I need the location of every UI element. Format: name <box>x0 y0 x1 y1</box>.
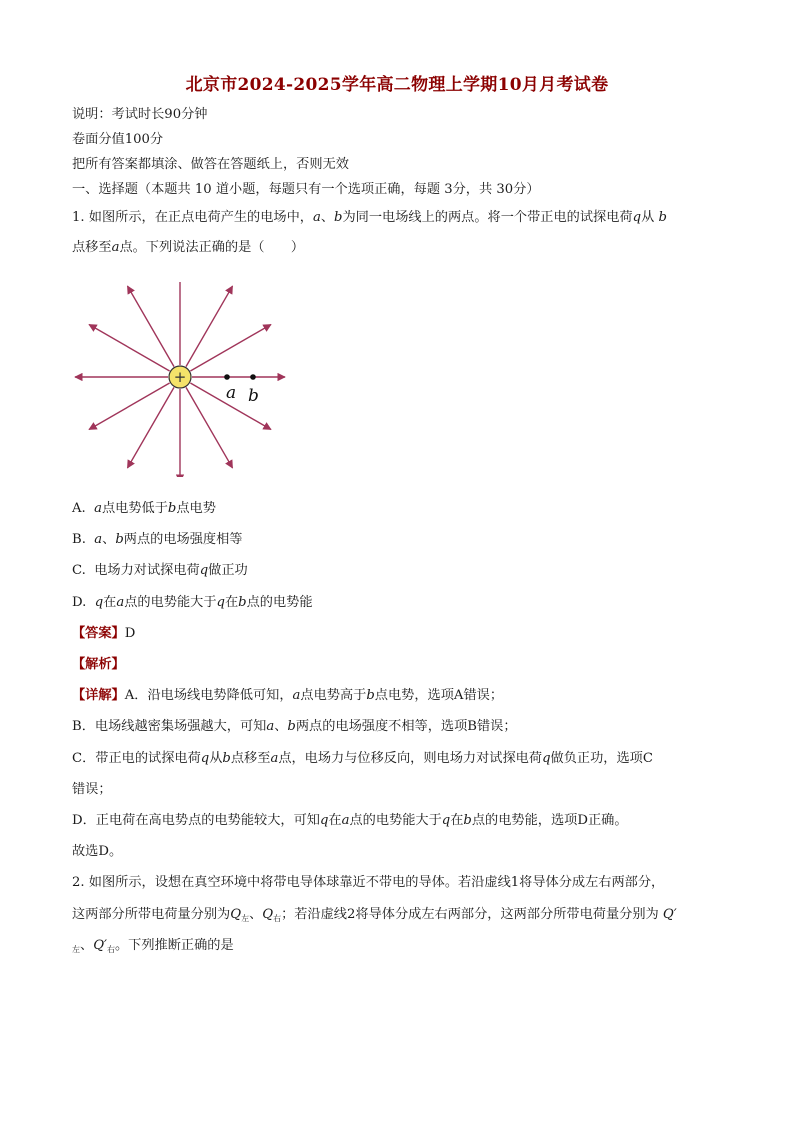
option-letter: B. <box>72 532 86 547</box>
option-text: 点的电势能大于 <box>124 595 217 610</box>
explain-text: 做负正功，选项C <box>550 751 653 766</box>
explain-text: a <box>266 719 275 734</box>
note-score: 卷面分值100分 <box>72 132 164 147</box>
q1-text: 从 <box>641 210 655 225</box>
q2-text: ；若沿虚线2将导体分成左右两部分，这两部分所带电荷量分别为 <box>281 907 659 922</box>
explain-text: b <box>463 813 472 828</box>
explain-text: D．正电荷在高电势点的电势能较大，可知 <box>72 813 320 828</box>
option-text: a <box>116 595 125 610</box>
field-line-arrow <box>89 383 170 430</box>
q1-sep: 、 <box>320 210 335 225</box>
option-text: 、 <box>102 532 116 547</box>
explain-text: A．沿电场线电势降低可知， <box>124 688 293 703</box>
q1-stem-line1 <box>72 209 667 227</box>
q1-option-d[interactable] <box>72 594 313 612</box>
q2-sub: 右 <box>273 914 282 923</box>
page-title: 北京市2024-2025学年高二物理上学期10月月考试卷 <box>185 75 609 95</box>
option-text: a <box>94 532 103 547</box>
option-letter: D. <box>72 595 87 610</box>
q1-option-a[interactable] <box>72 500 216 518</box>
explain-text: B．电场线越密集场强越大，可知 <box>72 719 267 734</box>
q2-sub: 左 <box>72 945 80 954</box>
note-duration: 说明：考试时长90分钟 <box>72 107 208 122</box>
explain-text: 在 <box>450 813 464 828</box>
q2-var-Qprime: Q′ <box>93 938 107 953</box>
option-text: q <box>199 563 209 578</box>
explain-text: b <box>287 719 296 734</box>
explain-text: C．带正电的试探电荷 <box>72 751 201 766</box>
option-text: 两点的电场强度相等 <box>123 532 243 547</box>
conclusion: 故选D。 <box>72 844 123 859</box>
explain-d <box>72 812 628 830</box>
q1-var-a: a <box>111 240 120 255</box>
option-letter: C. <box>72 563 86 578</box>
explain-b <box>72 718 517 736</box>
electric-field-figure <box>70 282 290 477</box>
field-line-arrow <box>89 325 170 372</box>
explain-text: 点，电场力与位移反向，则电场力对试探电荷 <box>278 751 543 766</box>
q2-text: 、 <box>249 907 263 922</box>
explain-a <box>72 687 503 705</box>
explain-text: 点电势，选项A错误； <box>374 688 504 703</box>
option-text: 电场力对试探电荷 <box>94 563 200 578</box>
analysis-tag: 【解析】 <box>72 657 125 672</box>
explain-text: 点的电势能大于 <box>349 813 442 828</box>
point-a <box>224 374 230 380</box>
q2-text: 、 <box>80 938 94 953</box>
plus-sign: + <box>173 368 187 386</box>
q2-stem-line2 <box>72 906 677 928</box>
explain-text: q <box>319 813 329 828</box>
option-text: 在 <box>103 595 117 610</box>
field-line-arrow <box>190 325 271 372</box>
explain-text: q <box>200 751 210 766</box>
field-line-arrow <box>128 387 175 468</box>
q1-var-q: q <box>632 210 642 225</box>
explain-text: q <box>441 813 451 828</box>
explain-text: 、 <box>274 719 288 734</box>
answer-tag: 【答案】 <box>72 626 125 641</box>
option-text: a <box>94 501 102 516</box>
explain-c-cont: 错误； <box>72 782 112 797</box>
explain-text: 点电势高于 <box>300 688 367 703</box>
explain-text: 点的电势能，选项D正确。 <box>471 813 628 828</box>
q2-stem-line1: 2. 如图所示，设想在真空环境中将带电导体球靠近不带电的导体。若沿虚线1将导体分成左右两部分， <box>72 875 665 890</box>
q2-var-Q: Q <box>262 907 274 922</box>
option-text: 点的电势能 <box>246 595 313 610</box>
field-line-arrow <box>186 286 233 367</box>
explain-text: q <box>542 751 551 766</box>
q2-var-Q: Q <box>230 907 242 922</box>
field-line-arrow <box>128 286 175 367</box>
option-text: 点电势 <box>176 501 216 516</box>
explain-text: a <box>270 751 279 766</box>
explain-c <box>72 750 653 768</box>
analysis-line <box>72 656 125 674</box>
option-text: b <box>238 595 247 610</box>
q1-text: 为同一电场线上的两点。将一个带正电的试探电荷 <box>342 210 633 225</box>
option-text: b <box>115 532 124 547</box>
explain-text: a <box>341 813 350 828</box>
q2-sub: 右 <box>107 945 115 954</box>
explain-text: 从 <box>209 751 223 766</box>
note-instruction: 把所有答案都填涂、做答在答题纸上，否则无效 <box>72 157 349 172</box>
label-b: b <box>248 386 259 406</box>
q1-var-b: b <box>658 210 667 225</box>
q1-text: 点移至 <box>72 240 112 255</box>
q2-sub: 左 <box>241 914 250 923</box>
q1-var-b: b <box>334 210 343 225</box>
explain-text: b <box>366 688 375 703</box>
option-text: b <box>167 501 177 516</box>
option-text: 点电势低于 <box>101 501 168 516</box>
option-text: 做正功 <box>208 563 248 578</box>
detail-tag: 【详解】 <box>72 688 125 703</box>
explain-text: 在 <box>328 813 342 828</box>
label-a: a <box>226 383 237 403</box>
q1-option-b[interactable] <box>72 531 242 549</box>
section-heading: 一、选择题（本题共 10 道小题，每题只有一个选项正确，每题 3分，共 30分） <box>72 182 540 197</box>
q2-text: 这两部分所带电荷量分别为 <box>72 907 231 922</box>
option-letter: A. <box>72 501 86 516</box>
option-text: q <box>94 595 104 610</box>
explain-text: a <box>292 688 301 703</box>
explain-text: b <box>222 751 231 766</box>
q1-stem-line2 <box>72 239 304 257</box>
explain-text: 点移至 <box>230 751 271 766</box>
explain-text: 两点的电场强度不相等，选项B错误； <box>295 719 517 734</box>
q2-var-Qprime: Q′ <box>662 907 677 922</box>
q2-text: 。下列推断正确的是 <box>115 938 234 953</box>
q2-stem-line3 <box>72 937 234 959</box>
q1-option-c[interactable] <box>72 562 248 580</box>
answer-line <box>72 625 135 643</box>
answer-value: D <box>124 626 136 641</box>
q1-var-a: a <box>312 210 321 225</box>
option-text: 在 <box>224 595 239 610</box>
option-text: q <box>216 595 225 610</box>
q1-text: 1. 如图所示，在正点电荷产生的电场中， <box>72 210 313 225</box>
point-b <box>250 374 256 380</box>
q1-text: 点。下列说法正确的是（ ） <box>119 240 305 255</box>
